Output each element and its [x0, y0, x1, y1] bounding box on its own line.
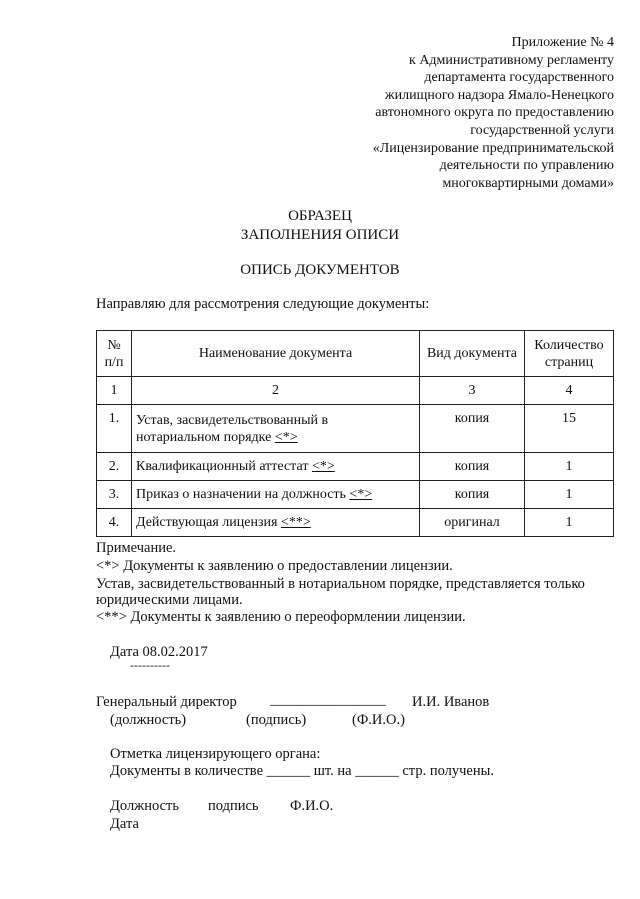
row-pages: 1: [525, 509, 614, 537]
footer-signature: подпись: [208, 798, 259, 814]
row-name: [132, 405, 420, 453]
index-cell: 1: [97, 377, 132, 405]
signature-line: ________________: [270, 692, 386, 708]
table-row: [97, 453, 614, 481]
sample-subtitle: ЗАПОЛНЕНИЯ ОПИСИ: [240, 227, 400, 243]
row-footnote-mark: <*>: [274, 429, 298, 445]
appendix-line: автономного округа по предоставлению: [375, 105, 614, 121]
note-3: <**> Документы к заявлению о переоформлении лицензии.: [96, 609, 466, 625]
row-footnote-mark: <*>: [311, 459, 335, 474]
row-number: 4.: [97, 509, 132, 537]
label-position: (должность): [110, 712, 187, 728]
label-signature: (подпись): [246, 712, 307, 728]
row-kind: копия: [420, 481, 525, 509]
row-number: 2.: [97, 453, 132, 481]
date-dashes: ----------: [130, 658, 170, 672]
footer-position: Должность: [110, 798, 179, 814]
appendix-line: «Лицензирование предпринимательской: [372, 140, 614, 156]
table-row: [97, 405, 614, 453]
row-number: 3.: [97, 481, 132, 509]
index-cell: 3: [420, 377, 525, 405]
row-name: [132, 509, 420, 537]
sample-title: ОБРАЗЕЦ: [288, 208, 352, 224]
note-2-line-2: юридическими лицами.: [96, 592, 243, 608]
table-row: [97, 509, 614, 537]
row-pages: 1: [525, 453, 614, 481]
row-name-text: Устав, засвидетельствованный в нотариальном порядке: [136, 412, 329, 445]
signer-position: Генеральный директор: [96, 694, 237, 710]
row-name-text: Действующая лицензия: [136, 515, 278, 530]
row-kind: копия: [420, 453, 525, 481]
row-kind: копия: [420, 405, 525, 453]
authority-heading: Отметка лицензирующего органа:: [110, 746, 321, 762]
header-name: Наименование документа: [132, 331, 420, 377]
date-text: Дата 08.02.2017: [110, 644, 208, 660]
row-name: [132, 481, 420, 509]
row-name: [132, 453, 420, 481]
appendix-header: [373, 34, 614, 192]
index-cell: 2: [132, 377, 420, 405]
label-name: (Ф.И.О.): [352, 712, 405, 728]
appendix-line: Приложение № 4: [511, 35, 614, 50]
note-2-line-1: Устав, засвидетельствованный в нотариальном порядке, представляется только: [96, 576, 585, 592]
row-footnote-mark: <*>: [349, 487, 373, 502]
row-footnote-mark: <**>: [280, 515, 311, 530]
documents-table: [96, 330, 614, 537]
header-number: № п/п: [97, 331, 132, 377]
appendix-line: департамента государственного: [424, 70, 614, 86]
footer-date: Дата: [110, 816, 139, 832]
inventory-title: ОПИСЬ ДОКУМЕНТОВ: [240, 262, 400, 278]
signer-name: И.И. Иванов: [412, 694, 490, 710]
table-row: [97, 481, 614, 509]
appendix-line: к Административному регламенту: [409, 52, 614, 68]
header-pages: Количество страниц: [525, 331, 614, 377]
row-name-text: Квалификационный аттестат: [136, 459, 309, 474]
footer-name: Ф.И.О.: [290, 798, 334, 814]
intro-text: Направляю для рассмотрения следующие документы:: [96, 296, 430, 312]
header-kind: Вид документа: [420, 331, 525, 377]
row-pages: 1: [525, 481, 614, 509]
row-number: 1.: [97, 405, 132, 453]
row-kind: оригинал: [420, 509, 525, 537]
appendix-line: государственной услуги: [470, 122, 614, 138]
table-index-row: [97, 377, 614, 405]
index-cell: 4: [525, 377, 614, 405]
authority-received: Документы в количестве ______ шт. на ______ стр. получены.: [110, 763, 494, 779]
notes-heading: Примечание.: [96, 540, 177, 556]
row-pages: 15: [525, 405, 614, 453]
note-1: <*> Документы к заявлению о предоставлении лицензии.: [96, 558, 453, 574]
appendix-line: деятельности по управлению: [439, 158, 614, 174]
appendix-line: жилищного надзора Ямало-Ненецкого: [384, 87, 614, 103]
row-name-text: Приказ о назначении на должность: [136, 487, 346, 502]
appendix-line: многоквартирными домами»: [442, 175, 614, 191]
table-header-row: [97, 331, 614, 377]
